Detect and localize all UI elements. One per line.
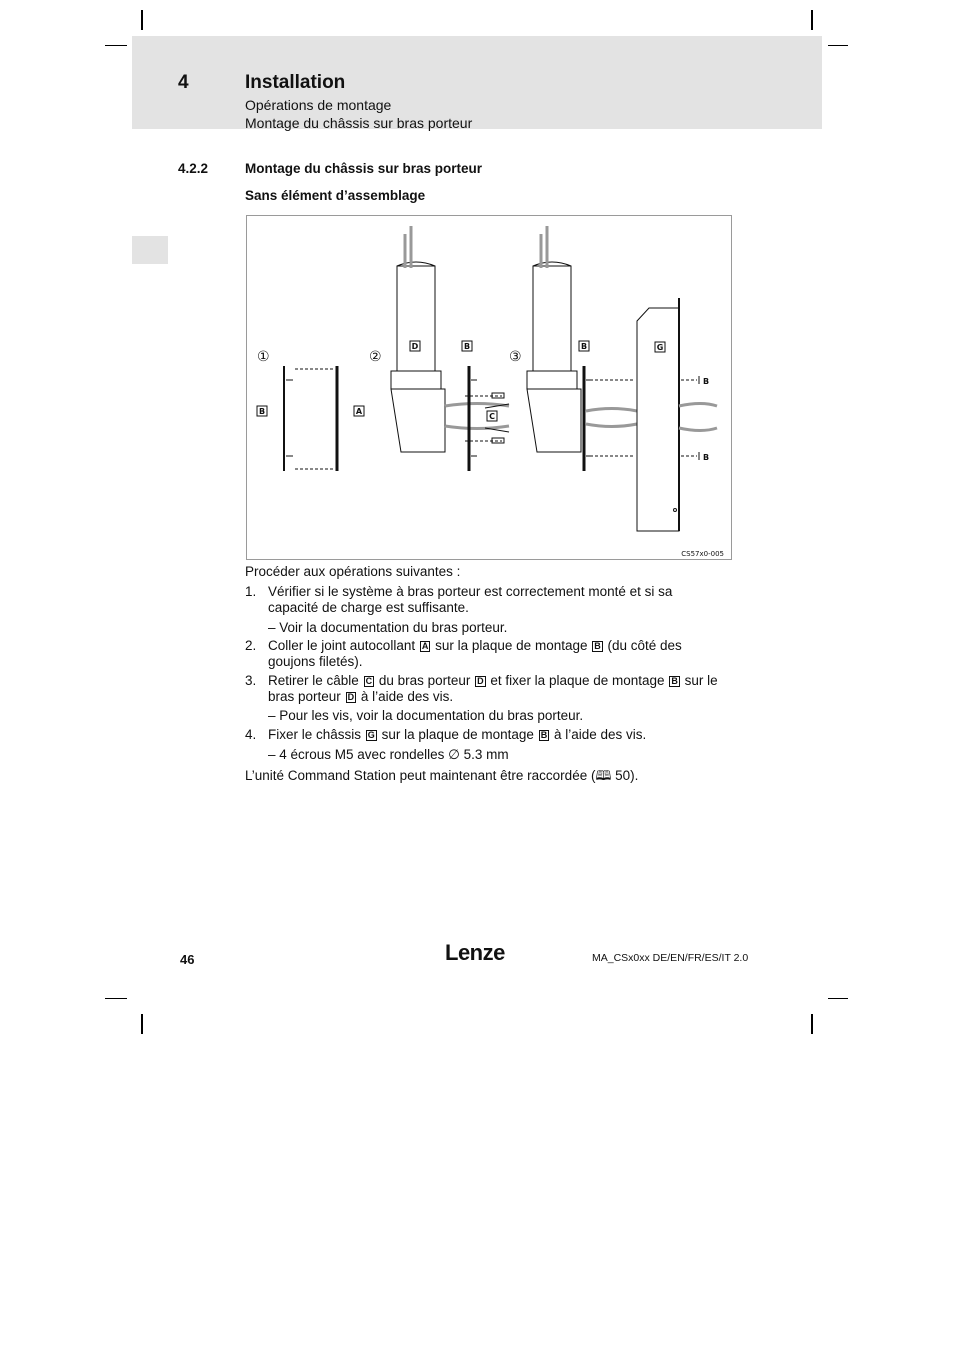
label-b: B (580, 342, 588, 351)
label-b: B (702, 377, 710, 386)
step-number: 3. (245, 673, 257, 688)
step-text-part: à l’aide des vis. (360, 689, 454, 704)
step-text-part: sur le (684, 673, 718, 688)
chapter-tab (132, 236, 168, 264)
step-text-part: à l’aide des vis. (553, 727, 647, 742)
step-text: goujons filetés). (268, 654, 363, 669)
page-number: 46 (180, 952, 195, 967)
mounting-figure (246, 215, 732, 560)
ref-box: A (421, 641, 429, 651)
intro-text: Procéder aux opérations suivantes : (245, 564, 461, 579)
chapter-number: 4 (178, 72, 189, 93)
step-number: 4. (245, 727, 257, 742)
step-note-text: Voir la documentation du bras porteur. (279, 620, 508, 635)
closing-text: L’unité Command Station peut maintenant être raccordée (🕮 50). (245, 768, 639, 783)
header-subtitle: Montage du châssis sur bras porteur (245, 115, 473, 131)
ref-box: C (365, 676, 373, 686)
ref-box: B (671, 676, 678, 686)
step-note-text: Pour les vis, voir la documentation du bras porteur. (279, 708, 584, 723)
ref-box: B (540, 730, 548, 740)
step-text (268, 673, 734, 689)
step-text-part: bras porteur (268, 689, 341, 704)
label-g: G (656, 343, 664, 352)
section-title: Montage du châssis sur bras porteur (245, 161, 483, 176)
label-d: D (411, 342, 419, 351)
step-note-text: 4 écrous M5 avec rondelles ∅ 5.3 mm (279, 747, 509, 762)
step-text-part: Fixer le châssis (268, 727, 362, 742)
step-note: – Voir la documentation du bras porteur. (268, 620, 508, 635)
step-note: – Pour les vis, voir la documentation du bras porteur. (268, 708, 584, 723)
crop-mark (828, 45, 848, 46)
chapter-title: Installation (245, 72, 346, 93)
crop-mark (811, 1014, 813, 1034)
label-a: A (355, 407, 363, 416)
step-text-part: sur la plaque de montage (381, 727, 534, 742)
header-band (132, 36, 822, 129)
crop-mark (811, 10, 813, 30)
ref-box: G (367, 730, 375, 740)
label-c: C (489, 412, 495, 421)
figure-code: CS57x0-005 (681, 550, 724, 558)
step-text-part: du bras porteur (378, 673, 471, 688)
step-text (268, 727, 734, 743)
document-reference: MA_CSx0xx DE/EN/FR/ES/IT 2.0 (592, 952, 749, 964)
step-text-part: Retirer le câble (268, 673, 359, 688)
step-text-part: sur la plaque de montage (435, 638, 588, 653)
step-text (268, 638, 734, 654)
step-text: Vérifier si le système à bras porteur est correctement monté et si sa (268, 584, 673, 599)
crop-mark (105, 998, 127, 999)
crop-mark (141, 10, 143, 30)
crop-mark (105, 45, 127, 46)
crop-mark (141, 1014, 143, 1034)
step-number: 1. (245, 584, 257, 599)
label-b: B (702, 453, 710, 462)
ref-box: D (347, 692, 355, 702)
section-number: 4.2.2 (178, 161, 209, 176)
mounting-diagram (247, 216, 733, 561)
step-text: capacité de charge est suffisante. (268, 600, 469, 615)
step-marker: ③ (509, 349, 522, 365)
subsection-title: Sans élément d’assemblage (245, 188, 426, 203)
ref-box: B (594, 641, 601, 651)
ref-box: D (477, 676, 484, 686)
header-subtitle: Opérations de montage (245, 97, 392, 113)
label-b: B (258, 407, 266, 416)
step-note: – 4 écrous M5 avec rondelles ∅ 5.3 mm (268, 747, 509, 762)
step-text-part: Coller le joint autocollant (268, 638, 416, 653)
step-marker: ② (369, 349, 382, 365)
step-text-part: (du côté des (607, 638, 682, 653)
step-marker: ① (257, 349, 270, 365)
step-text (268, 689, 734, 705)
lenze-logo: Lenze (445, 940, 505, 965)
crop-mark (828, 998, 848, 999)
step-number: 2. (245, 638, 257, 653)
label-b: B (463, 342, 471, 351)
step-text-part: et fixer la plaque de montage (490, 673, 665, 688)
